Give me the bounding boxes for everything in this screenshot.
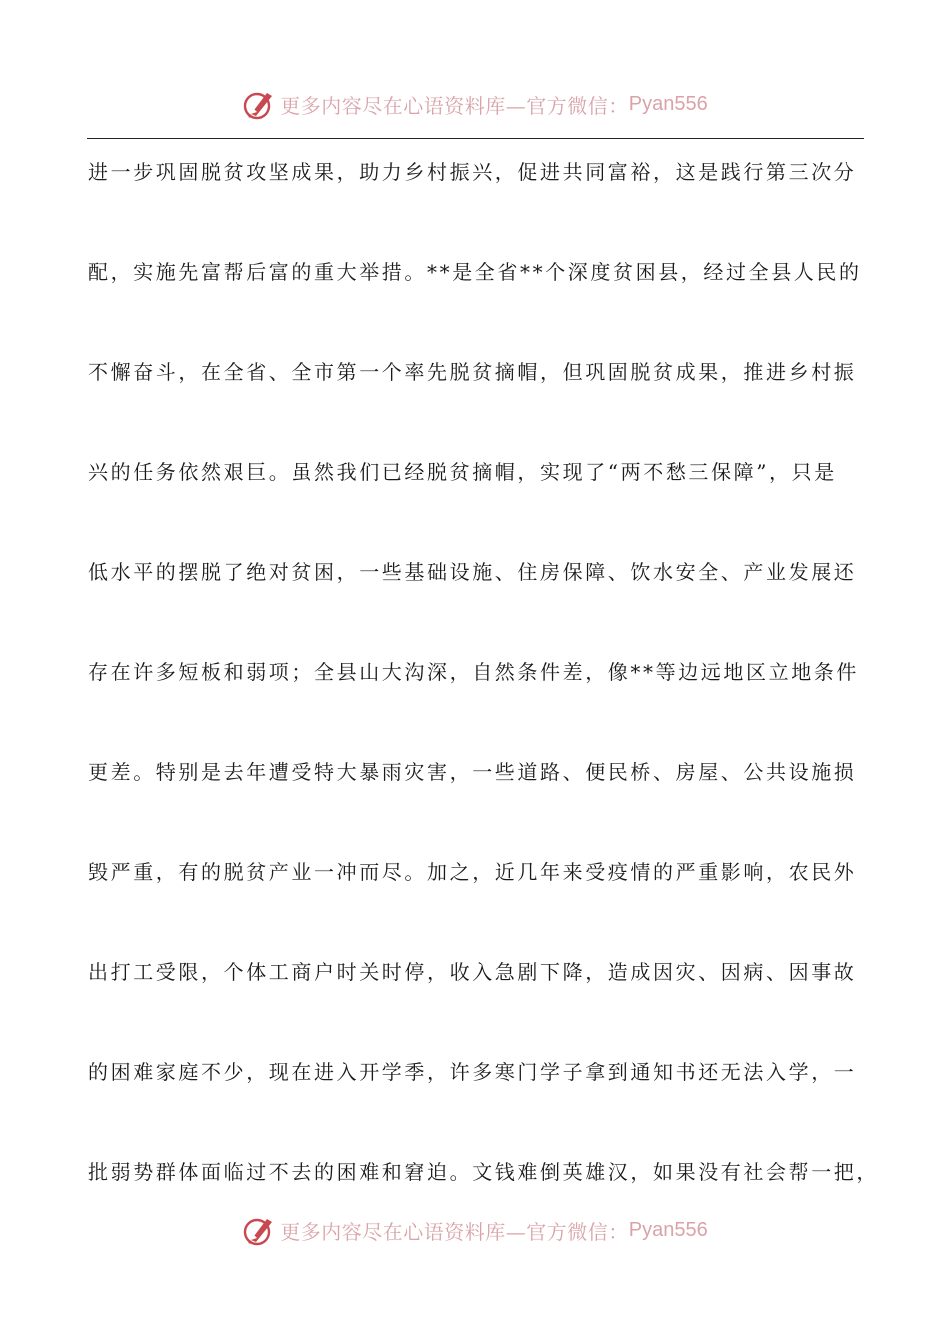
paragraph-line: 兴的任务依然艰巨。虽然我们已经脱贫摘帽，实现了“两不愁三保障”，只是 <box>88 460 837 484</box>
paragraph-line: 的困难家庭不少，现在进入开学季，许多寒门学子拿到通知书还无法入学，一 <box>88 1060 857 1084</box>
header-banner-text: 更多内容尽在心语资料库—官方微信： <box>280 93 629 118</box>
paragraph-line: 更差。特别是去年遭受特大暴雨灾害，一些道路、便民桥、房屋、公共设施损 <box>88 760 857 784</box>
document-body <box>88 150 878 1250</box>
pen-nib-logo-icon <box>242 1213 276 1247</box>
paragraph-line: 低水平的摆脱了绝对贫困，一些基础设施、住房保障、饮水安全、产业发展还 <box>88 560 857 584</box>
footer-banner <box>0 1210 950 1250</box>
footer-banner-text: 更多内容尽在心语资料库—官方微信： <box>280 1219 629 1244</box>
pen-nib-logo-icon <box>242 87 276 121</box>
header-banner <box>0 84 950 124</box>
paragraph-line: 出打工受限，个体工商户时关时停，收入急剧下降，造成因灾、因病、因事故 <box>88 960 857 984</box>
paragraph-line: 配，实施先富帮后富的重大举措。**是全省**个深度贫困县，经过全县人民的 <box>88 260 862 284</box>
paragraph-line: 毁严重，有的脱贫产业一冲而尽。加之，近几年来受疫情的严重影响，农民外 <box>88 860 857 884</box>
header-divider <box>87 138 864 139</box>
paragraph-line: 不懈奋斗，在全省、全市第一个率先脱贫摘帽，但巩固脱贫成果，推进乡村振 <box>88 360 857 384</box>
paragraph-line: 进一步巩固脱贫攻坚成果，助力乡村振兴，促进共同富裕，这是践行第三次分 <box>88 160 857 184</box>
paragraph-line: 批弱势群体面临过不去的困难和窘迫。文钱难倒英雄汉，如果没有社会帮一把， <box>88 1160 879 1184</box>
header-banner-wechat-id: Pyan556 <box>628 92 708 115</box>
footer-banner-wechat-id: Pyan556 <box>628 1218 708 1241</box>
paragraph-line: 存在许多短板和弱项；全县山大沟深，自然条件差，像**等边远地区立地条件 <box>88 660 859 684</box>
